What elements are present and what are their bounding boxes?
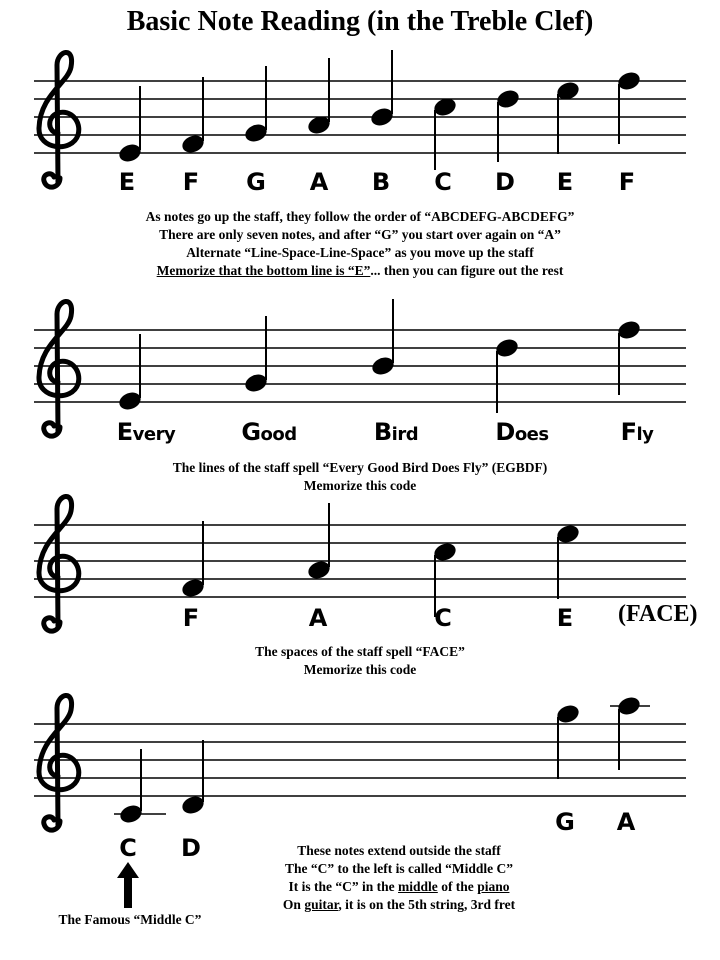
note-label: G: [246, 168, 266, 196]
word-rest: ood: [260, 424, 297, 445]
staff-lines: [34, 724, 686, 796]
text-line: [214, 896, 584, 914]
treble-clef-icon: [39, 695, 79, 830]
text-line: [214, 878, 584, 896]
underlined-text: piano: [477, 879, 510, 894]
word-rest: oes: [514, 424, 549, 445]
page-title: Basic Note Reading (in the Treble Clef): [126, 6, 594, 37]
text-line: As notes go up the staff, they follow the order of “ABCDEFG-ABCDEFG”: [145, 209, 575, 224]
word-rest: very: [132, 424, 176, 445]
note-label: C: [434, 604, 452, 632]
word-initial: G: [241, 418, 261, 446]
note-label: C: [119, 834, 137, 862]
text-line: The lines of the staff spell “Every Good Bird Does Fly” (EGBDF): [172, 460, 548, 475]
underlined-text: Memorize that the bottom line is “E”: [156, 263, 371, 278]
ledger-explanation: [214, 842, 584, 914]
text-line: These notes extend outside the staff: [297, 843, 501, 858]
note-g-high-icon: [555, 702, 581, 779]
note-label: A: [616, 808, 636, 836]
staff-ledger-notes: [0, 0, 720, 150]
note-label: F: [618, 168, 636, 196]
arrow-up-icon: [116, 862, 140, 908]
text-line: Memorize this code: [303, 478, 417, 493]
note-label: F: [182, 168, 200, 196]
text-span: It is the “C” in the: [288, 879, 399, 894]
text-span: ... then you can figure out the rest: [370, 263, 564, 278]
note-a-high-icon: [610, 694, 650, 770]
word-initial: F: [620, 418, 637, 446]
text-span: On: [282, 897, 305, 912]
text-span: of the: [437, 879, 478, 894]
note-label: E: [556, 168, 574, 196]
text-line: The “C” to the left is called “Middle C”: [285, 861, 513, 876]
note-label: D: [181, 834, 201, 862]
word-rest: ly: [636, 424, 654, 445]
text-line: The spaces of the staff spell “FACE”: [255, 644, 465, 659]
text-line: Memorize this code: [303, 662, 417, 677]
text-line: Alternate “Line-Space-Line-Space” as you move up the staff: [186, 245, 534, 260]
text-span: , it is on the 5th string, 3rd fret: [338, 897, 516, 912]
word-rest: ird: [391, 424, 419, 445]
word-initial: B: [373, 418, 392, 446]
note-label: F: [182, 604, 200, 632]
note-label: G: [555, 808, 575, 836]
word-initial: D: [495, 418, 515, 446]
note-label: B: [371, 168, 391, 196]
face-label: (FACE): [618, 601, 698, 627]
note-label: A: [309, 168, 329, 196]
note-label: E: [118, 168, 136, 196]
note-label: A: [308, 604, 328, 632]
middle-c-caption: The Famous “Middle C”: [58, 912, 202, 927]
underlined-text: guitar: [304, 897, 339, 912]
text-line: There are only seven notes, and after “G” you start over again on “A”: [159, 227, 561, 242]
underlined-text: middle: [398, 879, 438, 894]
note-label: E: [556, 604, 574, 632]
note-label: D: [495, 168, 515, 196]
word-initial: E: [116, 418, 133, 446]
note-label: C: [434, 168, 452, 196]
